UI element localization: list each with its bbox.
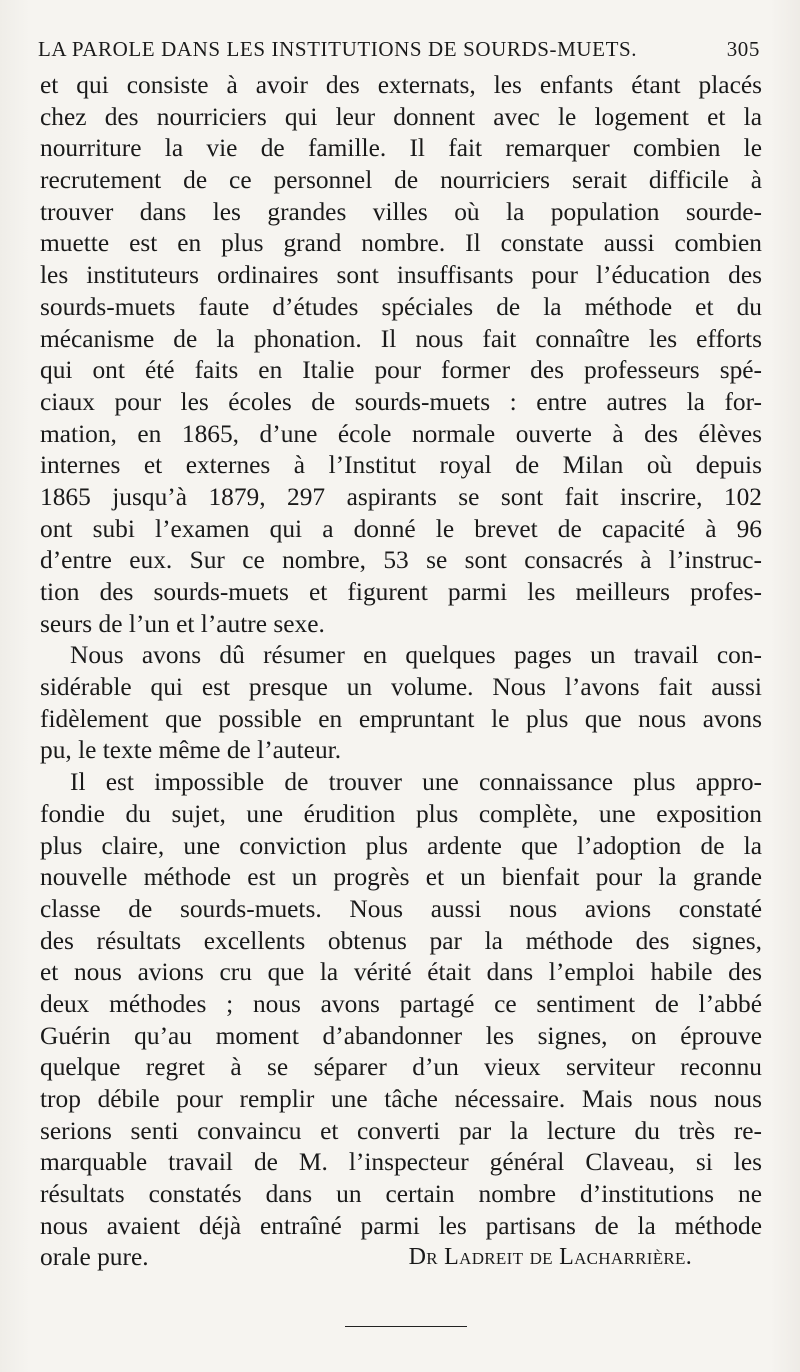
closing-line (40, 1242, 762, 1274)
text-line: nourriture la vie de famille. Il fait remarquer combien le (40, 134, 762, 163)
text-line: Nous avons dû résumer en quelques pages un travail con- (70, 641, 762, 670)
text-line: résultats constatés dans un certain nombre d’institutions ne (40, 1180, 762, 1209)
text-line: internes et externes à l’Institut royal de Milan où depuis (40, 451, 762, 480)
text-line: des résultats excellents obtenus par la méthode des signes, (40, 926, 762, 955)
text-line: ont subi l’examen qui a donné le brevet de capacité à 96 (40, 514, 762, 543)
running-title: LA PAROLE DANS LES INSTITUTIONS DE SOURDS-MUETS. (38, 37, 638, 61)
text-line: recrutement de ce personnel de nourriciers serait difficile à (40, 166, 762, 195)
text-line: nous avaient déjà entraîné parmi les partisans de la méthode (40, 1211, 762, 1240)
text-line: et nous avions cru que la vérité était dans l’emploi habile des (40, 958, 762, 987)
text-line: serions senti convaincu et converti par la lecture du très re- (40, 1116, 762, 1145)
text-line: trop débile pour remplir une tâche nécessaire. Mais nous nous (40, 1085, 762, 1113)
text-line: sidérable qui est presque un volume. Nous l’avons fait aussi (40, 673, 762, 702)
text-line: trouver dans les grandes villes où la population sourde- (40, 197, 762, 226)
text-line: seurs de l’un et l’autre sexe. (40, 609, 325, 638)
text-line: mation, en 1865, d’une école normale ouverte à des élèves (40, 419, 762, 448)
text-line: nouvelle méthode est un progrès et un bienfait pour la grande (40, 863, 762, 892)
text-line: 1865 jusqu’à 1879, 297 aspirants se sont fait inscrire, 102 (40, 482, 762, 511)
text-line: quelque regret à se séparer d’un vieux serviteur reconnu (40, 1053, 762, 1082)
text-line: orale pure. (40, 1243, 149, 1272)
text-line: marquable travail de M. l’inspecteur général Claveau, si les (40, 1148, 762, 1177)
text-line: pu, le texte même de l’auteur. (40, 736, 342, 765)
text-line: plus claire, une conviction plus ardente que l’adoption de la (40, 831, 762, 860)
text-line: sourds-muets faute d’études spéciales de la méthode et du (40, 292, 762, 321)
page-number: 305 (726, 37, 760, 61)
text-line: fondie du sujet, une érudition plus complète, une exposition (40, 799, 762, 828)
body-text (40, 70, 762, 1274)
text-line: d’entre eux. Sur ce nombre, 53 se sont consacrés à l’instruc- (40, 546, 762, 575)
text-line: et qui consiste à avoir des externats, les enfants étant placés (40, 71, 762, 99)
text-line: muette est en plus grand nombre. Il constate aussi combien (40, 229, 762, 258)
text-line: ciaux pour les écoles de sourds-muets : entre autres la for- (40, 387, 762, 416)
text-line: fidèlement que possible en empruntant le plus que nous avons (40, 704, 762, 733)
running-head (38, 34, 760, 64)
text-line: les instituteurs ordinaires sont insuffisants pour l’éducation des (40, 261, 762, 290)
text-line: classe de sourds-muets. Nous aussi nous avions constaté (40, 894, 762, 923)
author-signature: Dr Ladreit de Lacharrière. (408, 1244, 692, 1271)
text-line: mécanisme de la phonation. Il nous fait connaître les efforts (40, 324, 762, 353)
text-line: deux méthodes ; nous avons partagé ce sentiment de l’abbé (40, 989, 762, 1018)
text-line: tion des sourds-muets et figurent parmi les meilleurs profes- (40, 578, 762, 606)
text-line: qui ont été faits en Italie pour former des professeurs spé- (40, 356, 762, 385)
text-line: Il est impossible de trouver une connaissance plus appro- (70, 768, 762, 797)
text-line: Guérin qu’au moment d’abandonner les signes, on éprouve (40, 1021, 762, 1050)
text-line: chez des nourriciers qui leur donnent avec le logement et la (40, 102, 762, 131)
closing-rule (345, 1326, 467, 1327)
